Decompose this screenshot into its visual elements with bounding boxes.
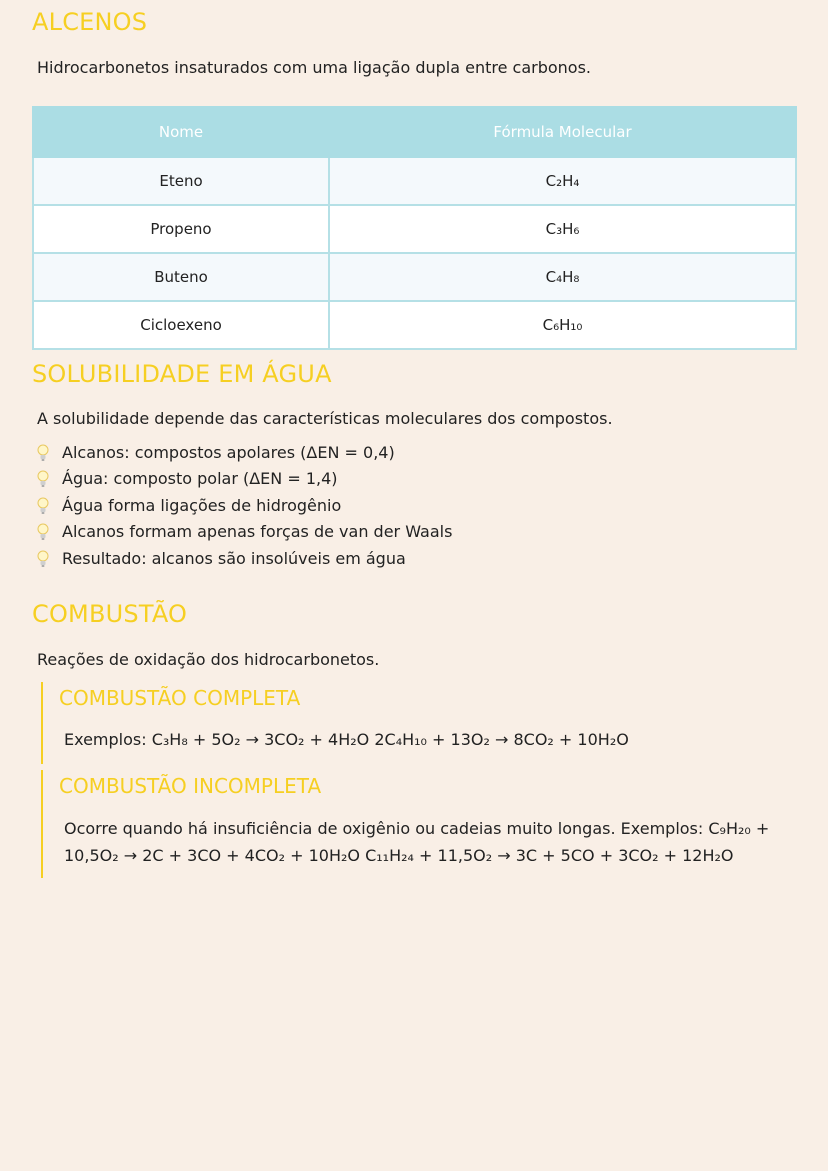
column-header-nome: Nome (33, 107, 329, 157)
combustao-description: Reações de oxidação dos hidrocarbonetos. (37, 650, 380, 669)
combustao-completa-text: Exemplos: C₃H₈ + 5O₂ → 3CO₂ + 4H₂O 2C₄H₁₀ + 13O₂ → 8CO₂ + 10H₂O (64, 730, 629, 749)
cell-name: Cicloexeno (33, 301, 329, 349)
combustao-incompleta-line2: 10,5O₂ → 2C + 3CO + 4CO₂ + 10H₂O C₁₁H₂₄ + 11,5O₂ → 3C + 5CO + 3CO₂ + 12H₂O (64, 846, 734, 865)
cell-formula: C₆H₁₀ (329, 301, 796, 349)
table-row (33, 301, 796, 349)
cell-name: Eteno (33, 157, 329, 205)
list-item (36, 549, 406, 568)
subsection-title-completa: COMBUSTÃO COMPLETA (59, 686, 301, 710)
list-item (36, 469, 338, 488)
subsection-title-incompleta: COMBUSTÃO INCOMPLETA (59, 774, 322, 798)
list-item-text: Água forma ligações de hidrogênio (62, 496, 342, 515)
list-item (36, 443, 395, 462)
lightbulb-icon (36, 497, 50, 515)
lightbulb-icon (36, 550, 50, 568)
combustao-incompleta-box (41, 770, 43, 878)
lightbulb-icon (36, 523, 50, 541)
list-item-text: Resultado: alcanos são insolúveis em água (62, 549, 406, 568)
table-row (33, 157, 796, 205)
cell-formula: C₄H₈ (329, 253, 796, 301)
list-item (36, 496, 341, 515)
table-header-row (33, 107, 796, 157)
section-title-alcenos: ALCENOS (32, 8, 148, 36)
combustao-incompleta-line1: Ocorre quando há insuficiência de oxigênio ou cadeias muito longas. Exemplos: C₉H₂₀ + (64, 819, 770, 838)
cell-formula: C₂H₄ (329, 157, 796, 205)
lightbulb-icon (36, 470, 50, 488)
section-title-combustao: COMBUSTÃO (32, 600, 188, 628)
list-item-text: Alcanos: compostos apolares (ΔEN = 0,4) (62, 443, 395, 462)
list-item (36, 522, 452, 541)
cell-formula: C₃H₆ (329, 205, 796, 253)
list-item-text: Água: composto polar (ΔEN = 1,4) (62, 469, 338, 488)
table-row (33, 253, 796, 301)
lightbulb-icon (36, 444, 50, 462)
alcenos-description: Hidrocarbonetos insaturados com uma ligação dupla entre carbonos. (37, 58, 592, 77)
list-item-text: Alcanos formam apenas forças de van der Waals (62, 522, 453, 541)
table-row (33, 205, 796, 253)
alcenos-table (32, 106, 797, 350)
section-title-solubilidade: SOLUBILIDADE EM ÁGUA (32, 360, 332, 388)
cell-name: Buteno (33, 253, 329, 301)
cell-name: Propeno (33, 205, 329, 253)
column-header-formula: Fórmula Molecular (329, 107, 796, 157)
combustao-completa-box (41, 682, 43, 764)
solubilidade-description: A solubilidade depende das características moleculares dos compostos. (37, 409, 613, 428)
